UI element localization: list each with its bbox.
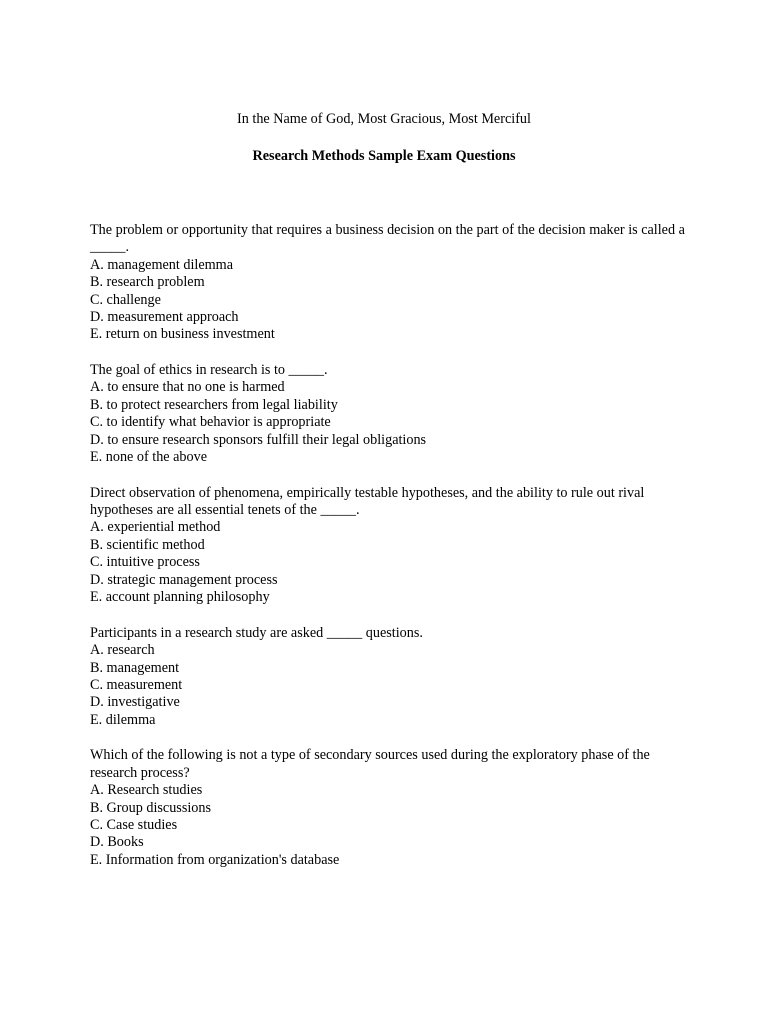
question-3	[90, 485, 690, 607]
question-4	[90, 625, 690, 729]
option-e: E. none of the above	[90, 449, 208, 466]
question-1	[90, 222, 690, 344]
option-c: C. Case studies	[90, 816, 178, 833]
option-b: B. Group discussions	[90, 799, 211, 816]
option-e: E. account planning philosophy	[90, 589, 270, 606]
option-b: B. research problem	[90, 274, 205, 291]
option-a: A. Research studies	[90, 782, 203, 799]
question-text: Which of the following is not a type of secondary sources used during the exploratory phase of the research process?	[90, 747, 650, 781]
questions-list	[90, 222, 690, 887]
question-2	[90, 362, 690, 466]
option-e: E. Information from organization's database	[90, 851, 340, 868]
option-b: B. to protect researchers from legal liability	[90, 396, 338, 413]
option-c: C. to identify what behavior is appropriate	[90, 414, 331, 431]
option-d: D. to ensure research sponsors fulfill their legal obligations	[90, 431, 427, 448]
question-5	[90, 747, 690, 869]
option-b: B. scientific method	[90, 536, 205, 553]
option-a: A. to ensure that no one is harmed	[90, 379, 285, 396]
option-a: A. experiential method	[90, 519, 221, 536]
option-a: A. management dilemma	[90, 256, 234, 273]
question-text: The problem or opportunity that requires a business decision on the part of the decision maker is called a _____.	[90, 222, 685, 256]
option-c: C. intuitive process	[90, 554, 200, 571]
page-title: Research Methods Sample Exam Questions	[252, 148, 516, 164]
question-text: Direct observation of phenomena, empirically testable hypotheses, and the ability to rule out rival hypotheses are all essential tenets of the _____.	[90, 484, 645, 519]
option-e: E. return on business investment	[90, 326, 275, 343]
option-b: B. management	[90, 659, 180, 676]
option-d: D. Books	[90, 834, 144, 851]
option-c: C. challenge	[90, 291, 161, 308]
option-d: D. measurement approach	[90, 309, 239, 326]
option-a: A. research	[90, 642, 155, 659]
option-d: D. investigative	[90, 694, 180, 711]
question-text: Participants in a research study are asked _____ questions.	[90, 624, 423, 641]
option-d: D. strategic management process	[90, 571, 278, 588]
option-e: E. dilemma	[90, 711, 156, 728]
option-c: C. measurement	[90, 676, 183, 693]
question-text: The goal of ethics in research is to _____.	[90, 362, 328, 379]
dedication-line: In the Name of God, Most Gracious, Most Merciful	[237, 111, 531, 127]
